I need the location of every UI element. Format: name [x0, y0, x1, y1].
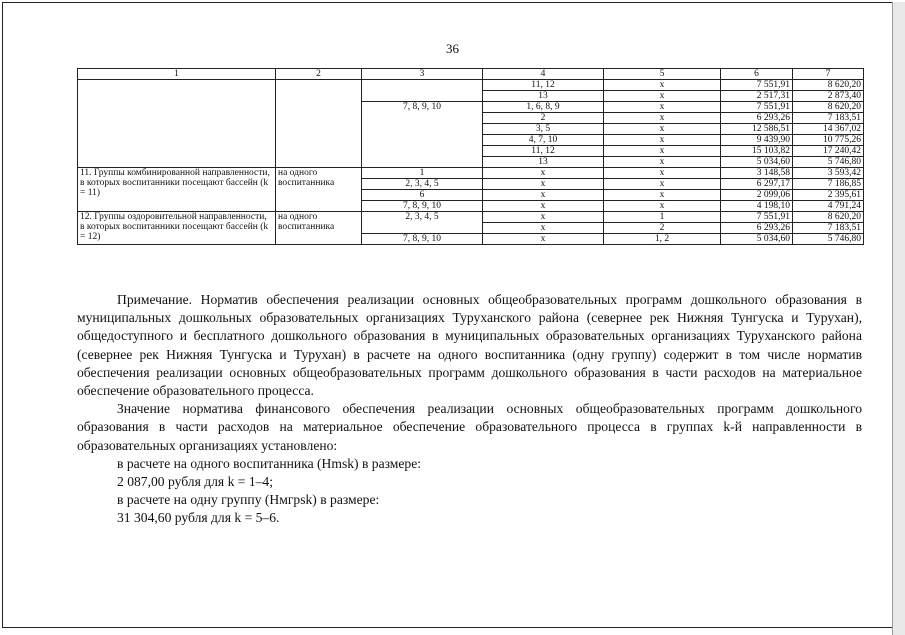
table-cell: x [483, 179, 604, 190]
table-cell: x [483, 168, 604, 179]
table-cell: 6 297,17 [721, 179, 793, 190]
table-cell: x [483, 190, 604, 201]
table-cell: 8 620,20 [793, 80, 864, 91]
col-header: 3 [362, 69, 483, 80]
table-cell: 2 873,40 [793, 91, 864, 102]
col-header: 6 [721, 69, 793, 80]
table-cell: 2 [483, 113, 604, 124]
col-header: 2 [276, 69, 362, 80]
table-cell: 7 551,91 [721, 212, 793, 223]
table-cell: x [604, 201, 721, 212]
table-cell: x [604, 124, 721, 135]
table-header-row [78, 69, 864, 80]
col-header: 5 [604, 69, 721, 80]
table-cell: 15 103,82 [721, 146, 793, 157]
table-cell: x [604, 190, 721, 201]
per-group-line: в расчете на одну группу (Hмгpsk) в размере: [117, 492, 380, 508]
table-cell: 2 517,31 [721, 91, 793, 102]
table-cell: 1, 6, 8, 9 [483, 102, 604, 113]
note-text [77, 291, 862, 528]
table-cell: 7 551,91 [721, 80, 793, 91]
per-child-value: 2 087,00 рубля для k = 1–4; [117, 474, 274, 490]
table-cell: 9 439,90 [721, 135, 793, 146]
table-cell: 5 746,80 [793, 157, 864, 168]
table-cell: 7 186,85 [793, 179, 864, 190]
table-row [78, 212, 864, 223]
table-cell: 8 620,20 [793, 212, 864, 223]
table-cell: 1 [362, 168, 483, 179]
table-cell: 6 [362, 190, 483, 201]
table-cell: x [604, 80, 721, 91]
table-row [78, 168, 864, 179]
table-cell: 17 240,42 [793, 146, 864, 157]
table-cell: 4, 7, 10 [483, 135, 604, 146]
col-header: 1 [78, 69, 276, 80]
table-cell: 2 099,06 [721, 190, 793, 201]
table-cell: 7 551,91 [721, 102, 793, 113]
page-edge [892, 2, 905, 635]
per-group-value: 31 304,60 рубля для k = 5–6. [117, 510, 280, 526]
table-cell: 7 183,51 [793, 223, 864, 234]
age-cell-empty [362, 80, 483, 102]
table-cell: 1 [604, 212, 721, 223]
table-row [78, 80, 864, 91]
table-cell: x [483, 223, 604, 234]
table-cell: x [604, 91, 721, 102]
table-cell: 2 395,61 [793, 190, 864, 201]
note-paragraph: Примечание. Норматив обеспечения реализации основных общеобразовательных программ дошкольного образования в муниципальных дошкольных образовательных организациях Туруханского района (севернее рек Нижняя Тунгуска и Турухан), общедоступного и бесплатного дошкольного образования в муниципальных образовательных организациях Туруханского района (севернее рек Нижняя Тунгуска и Турухан) в расчете на одного воспитанника (одну группу) содержит в том числе норматив обеспечения реализации основных общеобразовательных программ дошкольного образования в части расходов на материальное обеспечение образовательного процесса. [77, 292, 862, 399]
table-cell: 7, 8, 9, 10 [362, 102, 483, 168]
group-name: 11. Группы комбинированной направленности, в которых воспитанники посещают бассейн (k = 11) [78, 168, 276, 212]
table-cell: 10 775,26 [793, 135, 864, 146]
table-cell: x [604, 102, 721, 113]
table-cell: 7, 8, 9, 10 [362, 234, 483, 245]
table-cell: 13 [483, 91, 604, 102]
table-cell: 6 293,26 [721, 113, 793, 124]
group-name: 12. Группы оздоровительной направленности, в которых воспитанники посещают бассейн (k = 12) [78, 212, 276, 245]
table-cell: 13 [483, 157, 604, 168]
table-cell: 5 746,80 [793, 234, 864, 245]
table-cell: 1, 2 [604, 234, 721, 245]
col-header: 7 [793, 69, 864, 80]
unit-name: на одного воспитанника [276, 168, 362, 212]
table-cell: x [604, 146, 721, 157]
table-cell: x [604, 113, 721, 124]
per-child-line: в расчете на одного воспитанника (Hmsk) в размере: [117, 455, 422, 471]
table-cell: 4 791,24 [793, 201, 864, 212]
table-cell: x [604, 157, 721, 168]
page-number: 36 [446, 41, 459, 56]
group-cell-empty [78, 80, 276, 168]
table-cell: 3, 5 [483, 124, 604, 135]
table-cell: 3 593,42 [793, 168, 864, 179]
value-paragraph: Значение норматива финансового обеспечения реализации основных общеобразовательных программ дошкольного образования в части расходов на материальное обеспечение образовательного процесса в группах k-й направленности в образовательных организациях установлено: [77, 401, 862, 453]
table-cell: x [483, 212, 604, 223]
table-cell: 2, 3, 4, 5 [362, 212, 483, 234]
unit-cell-empty [276, 80, 362, 168]
col-header: 4 [483, 69, 604, 80]
table-cell: x [604, 179, 721, 190]
table-cell: 2, 3, 4, 5 [362, 179, 483, 190]
table-cell: x [483, 201, 604, 212]
table-cell: x [604, 168, 721, 179]
table-cell: 14 367,02 [793, 124, 864, 135]
table-cell: 7 183,51 [793, 113, 864, 124]
table-cell: 12 586,51 [721, 124, 793, 135]
table-cell: x [483, 234, 604, 245]
table-cell: 2 [604, 223, 721, 234]
table-cell: 7, 8, 9, 10 [362, 201, 483, 212]
table-cell: x [604, 135, 721, 146]
table-cell: 5 034,60 [721, 157, 793, 168]
table-cell: 3 148,58 [721, 168, 793, 179]
table-cell: 5 034,60 [721, 234, 793, 245]
table-cell: 11, 12 [483, 146, 604, 157]
table-cell: 11, 12 [483, 80, 604, 91]
table-cell: 4 198,10 [721, 201, 793, 212]
norms-table [77, 68, 864, 245]
table-cell: 8 620,20 [793, 102, 864, 113]
unit-name: на одного воспитанника [276, 212, 362, 245]
table-cell: 6 293,26 [721, 223, 793, 234]
